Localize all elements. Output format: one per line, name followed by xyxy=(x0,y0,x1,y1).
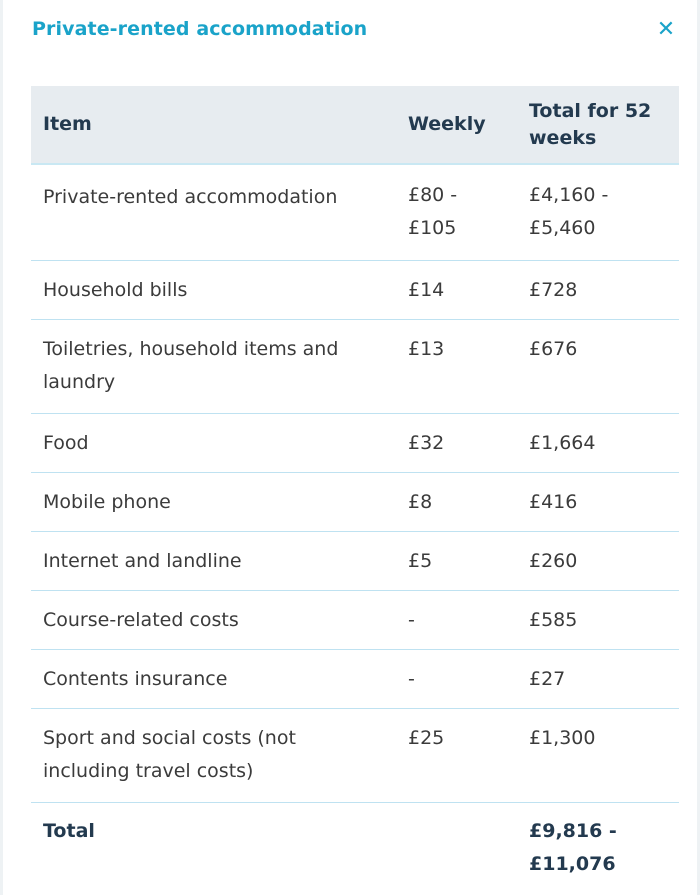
total-row xyxy=(31,802,679,891)
cell-total: £27 xyxy=(517,649,679,708)
cell-weekly: £13 xyxy=(396,319,517,413)
panel-header xyxy=(32,18,677,48)
cell-weekly: £8 xyxy=(396,472,517,531)
cell-item: Internet and landline xyxy=(31,531,396,590)
cell-weekly: £5 xyxy=(396,531,517,590)
cell-item: Course-related costs xyxy=(31,590,396,649)
cell-weekly: £80 - £105 xyxy=(396,164,517,260)
cell-total: £1,300 xyxy=(517,708,679,802)
table-row xyxy=(31,531,679,590)
close-icon: ✕ xyxy=(656,16,676,42)
cell-item: Private-rented accommodation xyxy=(31,164,396,260)
column-header-weekly: Weekly xyxy=(396,86,517,164)
table-row xyxy=(31,260,679,319)
cell-total: £416 xyxy=(517,472,679,531)
table-row xyxy=(31,319,679,413)
cell-weekly: £14 xyxy=(396,260,517,319)
table-row xyxy=(31,590,679,649)
panel-title: Private-rented accommodation xyxy=(32,18,368,40)
cost-table xyxy=(31,86,679,891)
cell-item: Sport and social costs (not including travel costs) xyxy=(31,708,396,802)
cell-total-label: Total xyxy=(43,819,95,842)
cell-item: Contents insurance xyxy=(31,649,396,708)
table-row xyxy=(31,649,679,708)
table-header-row xyxy=(31,86,679,164)
cell-total-weekly xyxy=(396,802,517,891)
cell-total: £676 xyxy=(517,319,679,413)
column-header-item: Item xyxy=(31,86,396,164)
cell-weekly: £25 xyxy=(396,708,517,802)
cell-total: £1,664 xyxy=(517,413,679,472)
cell-item: Food xyxy=(31,413,396,472)
cell-total: £585 xyxy=(517,590,679,649)
cell-item: Household bills xyxy=(31,260,396,319)
column-header-total: Total for 52 weeks xyxy=(517,86,679,164)
table-row xyxy=(31,708,679,802)
cell-total: £260 xyxy=(517,531,679,590)
cell-item: Toiletries, household items and laundry xyxy=(31,319,396,413)
close-button[interactable] xyxy=(655,16,677,42)
table-row xyxy=(31,164,679,260)
cell-total: £4,160 - £5,460 xyxy=(517,164,679,260)
table-row xyxy=(31,472,679,531)
cell-total-value: £9,816 - £11,076 xyxy=(529,819,617,875)
cell-weekly: - xyxy=(396,649,517,708)
cell-total: £728 xyxy=(517,260,679,319)
cell-weekly: £32 xyxy=(396,413,517,472)
cell-item: Mobile phone xyxy=(31,472,396,531)
cell-weekly: - xyxy=(396,590,517,649)
table-row xyxy=(31,413,679,472)
